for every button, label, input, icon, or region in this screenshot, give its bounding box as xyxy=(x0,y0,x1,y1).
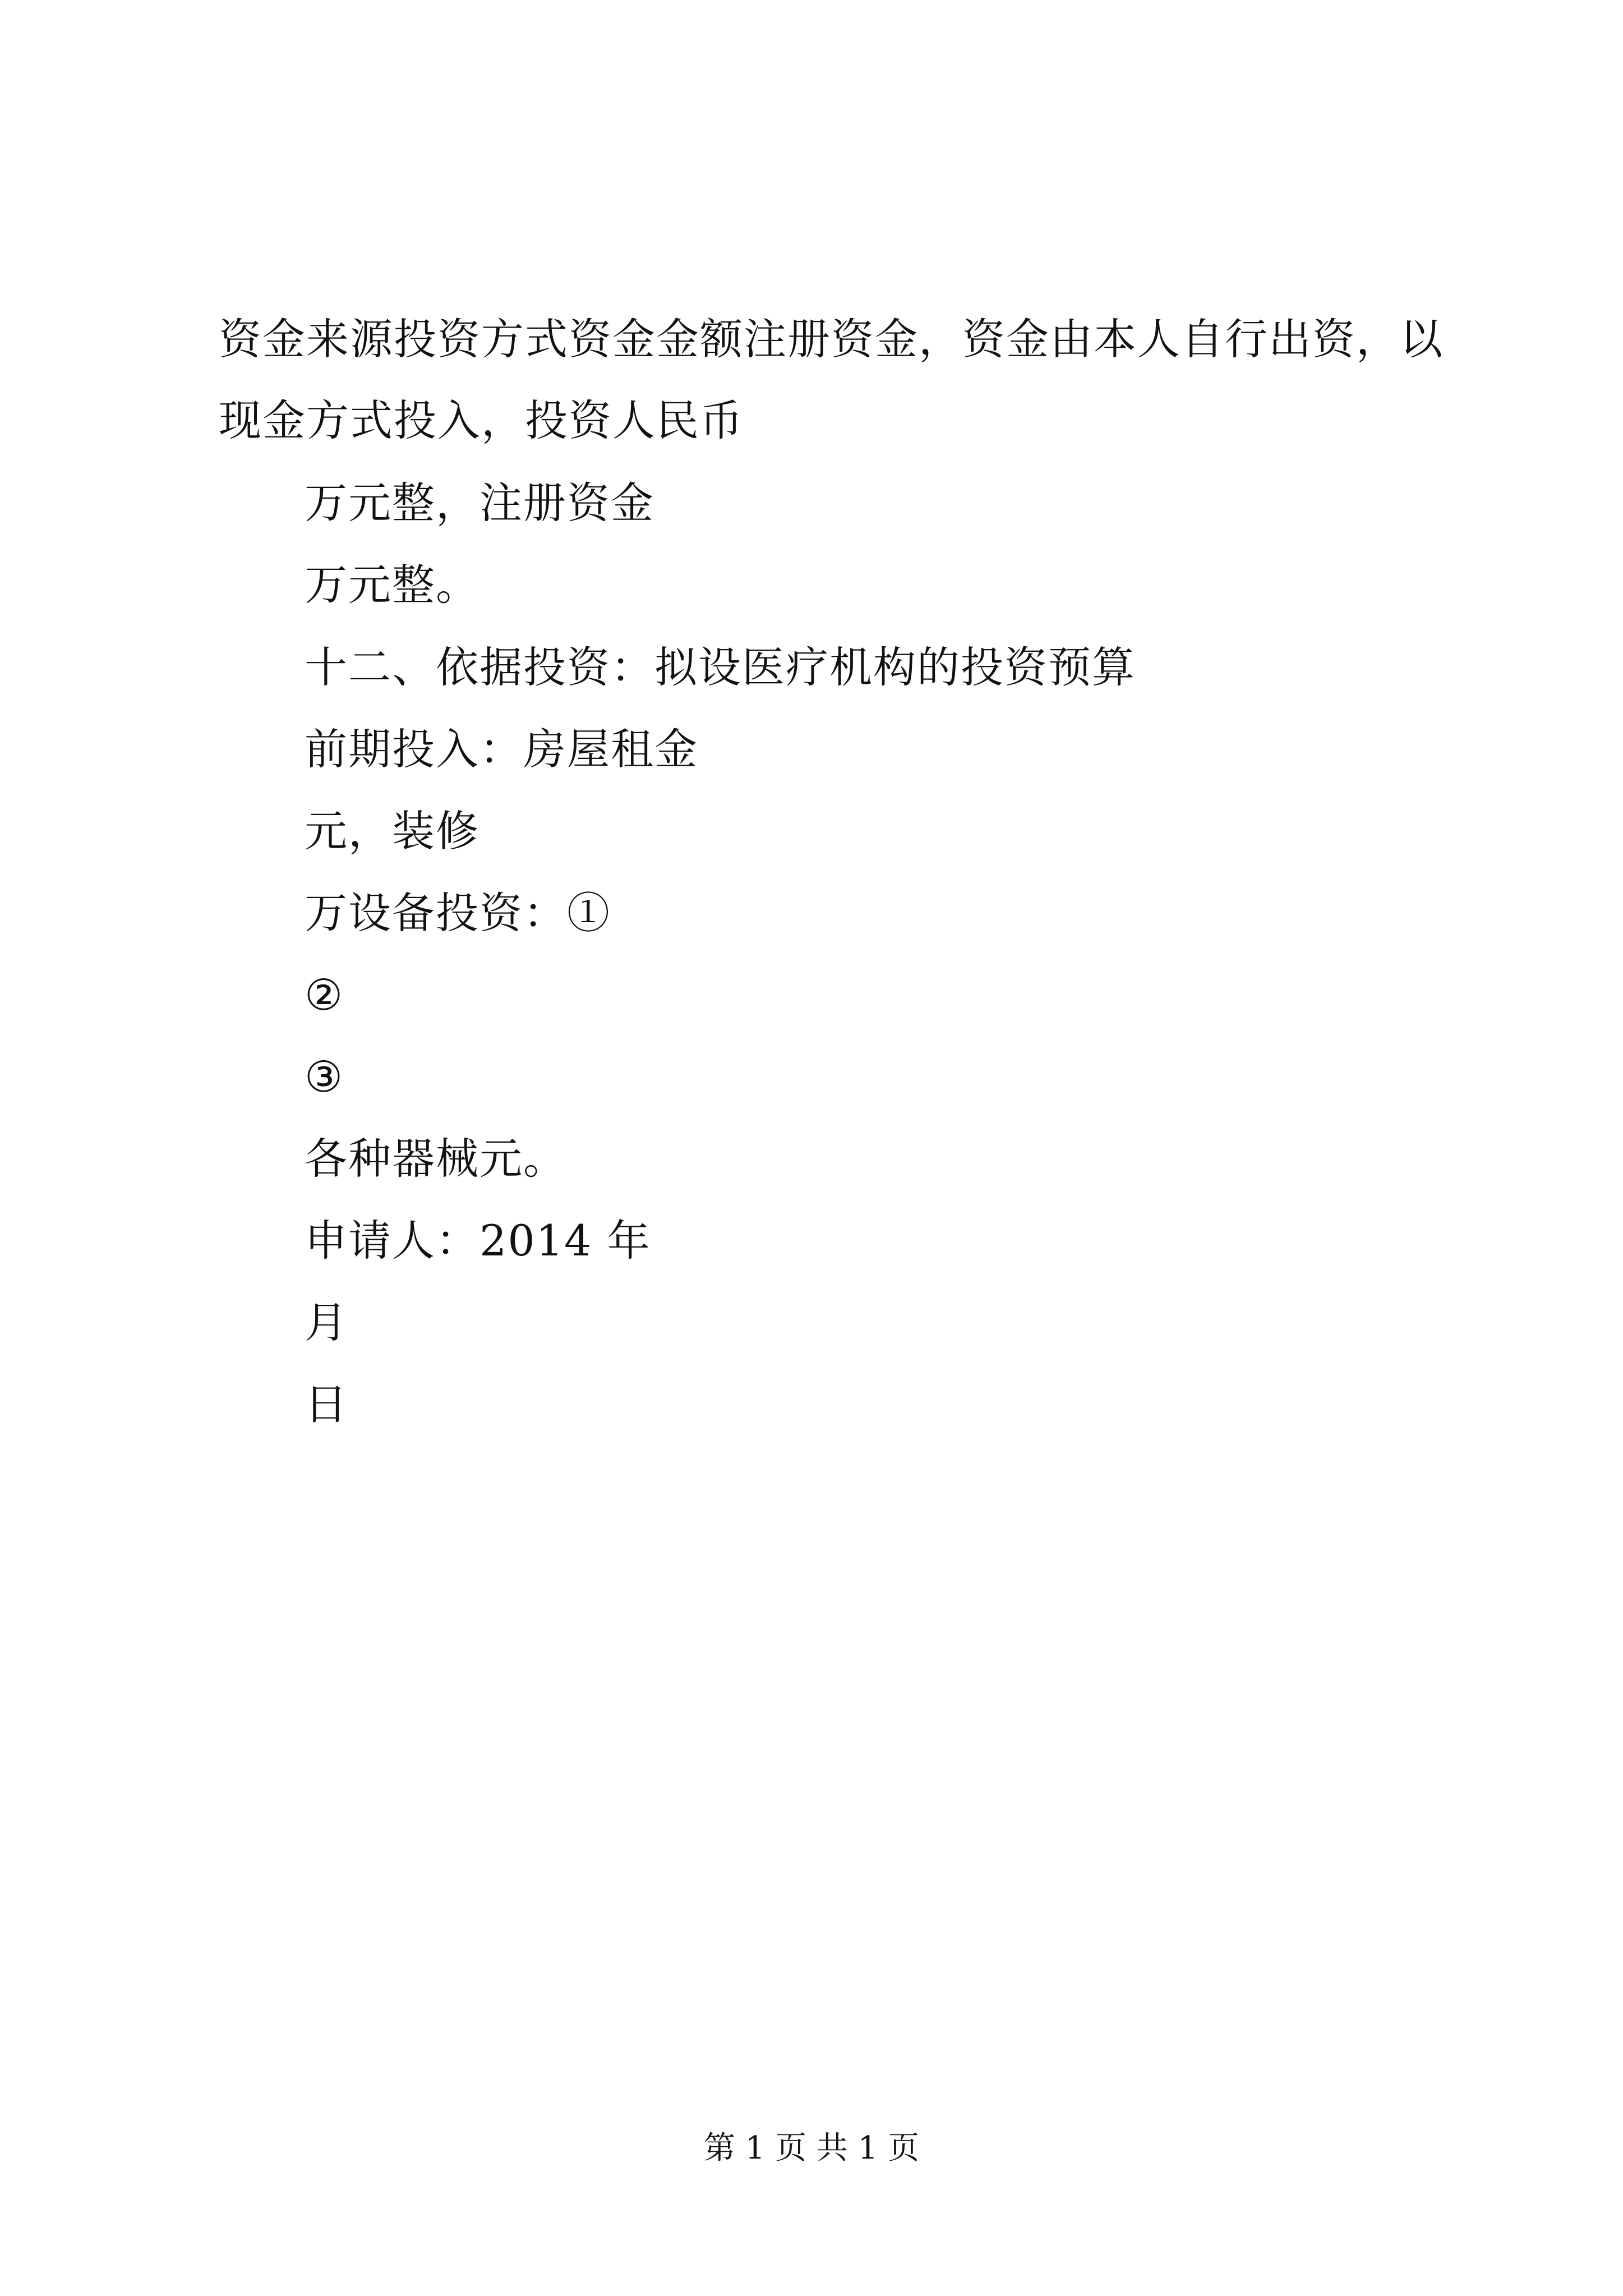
line-ten-thousand-end: 万元整。 xyxy=(305,560,479,610)
paragraph-funding-source-line-1: 资金来源投资方式资金金额注册资金，资金由本人自行出资，以 xyxy=(219,314,1444,364)
line-month: 月 xyxy=(305,1297,348,1347)
line-early-investment-rent: 前期投入：房屋租金 xyxy=(305,724,698,774)
line-renovation: 元，装修 xyxy=(305,806,479,856)
line-equipment-investment-2: ② xyxy=(305,970,344,1020)
paragraph-funding-source-line-2: 现金方式投入，投资人民币 xyxy=(219,395,744,445)
line-applicant-year: 申请人：2014 年 xyxy=(305,1216,651,1266)
line-equipment-investment-3: ③ xyxy=(305,1052,344,1102)
line-ten-thousand-registered: 万元整，注册资金 xyxy=(305,478,654,528)
line-day: 日 xyxy=(305,1379,348,1429)
page-number-footer: 第 1 页 共 1 页 xyxy=(703,2130,920,2166)
section-twelve-heading: 十二、依据投资：拟设医疗机构的投资预算 xyxy=(305,642,1136,692)
line-equipment-investment-1: 万设备投资：① xyxy=(305,888,611,938)
line-instruments: 各种器械元。 xyxy=(305,1134,567,1184)
